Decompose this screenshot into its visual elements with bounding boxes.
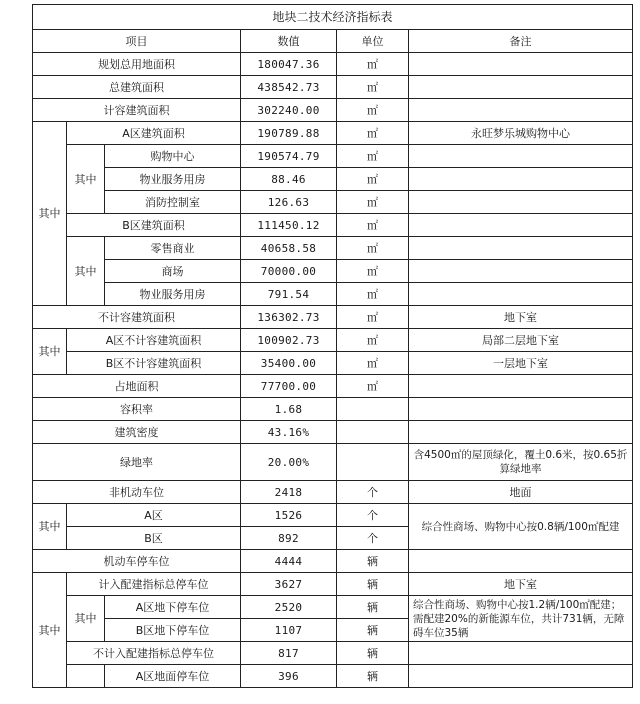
row-unit: ㎡ <box>337 145 409 168</box>
table-row <box>33 76 633 99</box>
row-note <box>409 168 633 191</box>
row-label: 消防控制室 <box>105 191 241 214</box>
row-unit: ㎡ <box>337 76 409 99</box>
row-label: 机动车停车位 <box>33 550 241 573</box>
table-row <box>33 260 633 283</box>
table-row <box>33 122 633 145</box>
row-note <box>409 550 633 573</box>
row-value: 2520 <box>241 596 337 619</box>
row-note: 含4500㎡的屋顶绿化，覆土0.6米，按0.65折算绿地率 <box>409 444 633 481</box>
table-row <box>33 398 633 421</box>
row-unit: 个 <box>337 527 409 550</box>
group-label-qizhong: 其中 <box>33 329 67 375</box>
row-value: 817 <box>241 642 337 665</box>
row-value: 4444 <box>241 550 337 573</box>
row-unit: ㎡ <box>337 283 409 306</box>
table-row <box>33 665 633 688</box>
table-row <box>33 596 633 619</box>
row-label: 容积率 <box>33 398 241 421</box>
row-unit: ㎡ <box>337 260 409 283</box>
row-label: 非机动车位 <box>33 481 241 504</box>
row-value: 438542.73 <box>241 76 337 99</box>
row-note: 综合性商场、购物中心按0.8辆/100㎡配建 <box>409 504 633 550</box>
row-note <box>409 375 633 398</box>
row-label: 总建筑面积 <box>33 76 241 99</box>
row-note: 永旺梦乐城购物中心 <box>409 122 633 145</box>
row-unit: ㎡ <box>337 214 409 237</box>
subgroup-label-qizhong: 其中 <box>67 237 105 306</box>
row-unit: ㎡ <box>337 191 409 214</box>
header-value: 数值 <box>241 30 337 53</box>
table-row <box>33 237 633 260</box>
table-header-row <box>33 30 633 53</box>
table-row <box>33 550 633 573</box>
row-unit: 辆 <box>337 642 409 665</box>
row-label: B区地下停车位 <box>105 619 241 642</box>
header-note: 备注 <box>409 30 633 53</box>
row-unit <box>337 398 409 421</box>
group-label-qizhong: 其中 <box>33 573 67 688</box>
row-unit: ㎡ <box>337 168 409 191</box>
row-label: A区 <box>67 504 241 527</box>
row-unit: ㎡ <box>337 99 409 122</box>
table-row <box>33 375 633 398</box>
row-note <box>409 283 633 306</box>
row-unit: ㎡ <box>337 237 409 260</box>
row-value: 111450.12 <box>241 214 337 237</box>
table-row <box>33 99 633 122</box>
subgroup-label-qizhong: 其中 <box>67 145 105 214</box>
table-row <box>33 504 633 527</box>
row-unit: 辆 <box>337 619 409 642</box>
row-unit: 辆 <box>337 596 409 619</box>
row-label: A区建筑面积 <box>67 122 241 145</box>
header-item: 项目 <box>33 30 241 53</box>
row-label: 绿地率 <box>33 444 241 481</box>
row-label: A区不计容建筑面积 <box>67 329 241 352</box>
table-row <box>33 481 633 504</box>
row-value: 396 <box>241 665 337 688</box>
row-label: 零售商业 <box>105 237 241 260</box>
row-label: 计入配建指标总停车位 <box>67 573 241 596</box>
row-unit <box>337 421 409 444</box>
table-row <box>33 168 633 191</box>
row-label: 物业服务用房 <box>105 283 241 306</box>
table-row <box>33 214 633 237</box>
row-unit: ㎡ <box>337 122 409 145</box>
row-value: 77700.00 <box>241 375 337 398</box>
row-value: 88.46 <box>241 168 337 191</box>
row-value: 1107 <box>241 619 337 642</box>
row-label: B区不计容建筑面积 <box>67 352 241 375</box>
row-value: 2418 <box>241 481 337 504</box>
row-label: A区地下停车位 <box>105 596 241 619</box>
row-label: 不计入配建指标总停车位 <box>67 642 241 665</box>
row-value: 791.54 <box>241 283 337 306</box>
row-value: 136302.73 <box>241 306 337 329</box>
table-title: 地块二技术经济指标表 <box>33 5 633 30</box>
row-note <box>409 665 633 688</box>
row-label: 建筑密度 <box>33 421 241 444</box>
row-value: 20.00% <box>241 444 337 481</box>
row-value: 100902.73 <box>241 329 337 352</box>
row-note <box>409 145 633 168</box>
row-label: 购物中心 <box>105 145 241 168</box>
row-value: 190789.88 <box>241 122 337 145</box>
row-note <box>409 398 633 421</box>
group-label-qizhong: 其中 <box>33 122 67 306</box>
row-unit: 个 <box>337 481 409 504</box>
row-label: B区 <box>67 527 241 550</box>
row-note <box>409 76 633 99</box>
table-row <box>33 283 633 306</box>
row-note <box>409 237 633 260</box>
table-row <box>33 145 633 168</box>
row-note: 地面 <box>409 481 633 504</box>
row-unit: 辆 <box>337 665 409 688</box>
row-label: 商场 <box>105 260 241 283</box>
row-unit: ㎡ <box>337 329 409 352</box>
row-unit: ㎡ <box>337 306 409 329</box>
row-note: 地下室 <box>409 573 633 596</box>
row-value: 302240.00 <box>241 99 337 122</box>
indicator-table-sheet <box>32 4 632 688</box>
row-value: 40658.58 <box>241 237 337 260</box>
row-value: 35400.00 <box>241 352 337 375</box>
row-note <box>409 421 633 444</box>
row-label: 计容建筑面积 <box>33 99 241 122</box>
row-note: 一层地下室 <box>409 352 633 375</box>
row-label: 不计容建筑面积 <box>33 306 241 329</box>
header-unit: 单位 <box>337 30 409 53</box>
row-note <box>409 99 633 122</box>
row-value: 190574.79 <box>241 145 337 168</box>
table-row <box>33 421 633 444</box>
row-label: 规划总用地面积 <box>33 53 241 76</box>
row-value: 126.63 <box>241 191 337 214</box>
row-label: 物业服务用房 <box>105 168 241 191</box>
table-row <box>33 573 633 596</box>
group-label-qizhong: 其中 <box>33 504 67 550</box>
row-value: 1526 <box>241 504 337 527</box>
row-unit: ㎡ <box>337 352 409 375</box>
row-unit: 辆 <box>337 550 409 573</box>
table-row <box>33 444 633 481</box>
row-note <box>409 642 633 665</box>
row-note <box>409 260 633 283</box>
row-unit: ㎡ <box>337 53 409 76</box>
row-unit: 个 <box>337 504 409 527</box>
row-value: 1.68 <box>241 398 337 421</box>
row-unit: 辆 <box>337 573 409 596</box>
row-note: 局部二层地下室 <box>409 329 633 352</box>
row-value: 43.16% <box>241 421 337 444</box>
indicator-table <box>32 4 633 688</box>
row-note <box>409 191 633 214</box>
row-unit: ㎡ <box>337 375 409 398</box>
row-value: 3627 <box>241 573 337 596</box>
row-value: 892 <box>241 527 337 550</box>
row-label: 占地面积 <box>33 375 241 398</box>
table-row <box>33 191 633 214</box>
subgroup-label-empty <box>67 665 105 688</box>
row-value: 180047.36 <box>241 53 337 76</box>
table-title-row <box>33 5 633 30</box>
table-row <box>33 329 633 352</box>
table-row <box>33 53 633 76</box>
subgroup-label-qizhong: 其中 <box>67 596 105 642</box>
table-row <box>33 352 633 375</box>
row-note <box>409 214 633 237</box>
table-row <box>33 306 633 329</box>
row-unit <box>337 444 409 481</box>
row-value: 70000.00 <box>241 260 337 283</box>
row-note: 地下室 <box>409 306 633 329</box>
row-label: A区地面停车位 <box>105 665 241 688</box>
table-row <box>33 642 633 665</box>
row-label: B区建筑面积 <box>67 214 241 237</box>
row-note: 综合性商场、购物中心按1.2辆/100㎡配建；需配建20%的新能源车位，共计731辆，无障碍车位35辆 <box>409 596 633 642</box>
row-note <box>409 53 633 76</box>
